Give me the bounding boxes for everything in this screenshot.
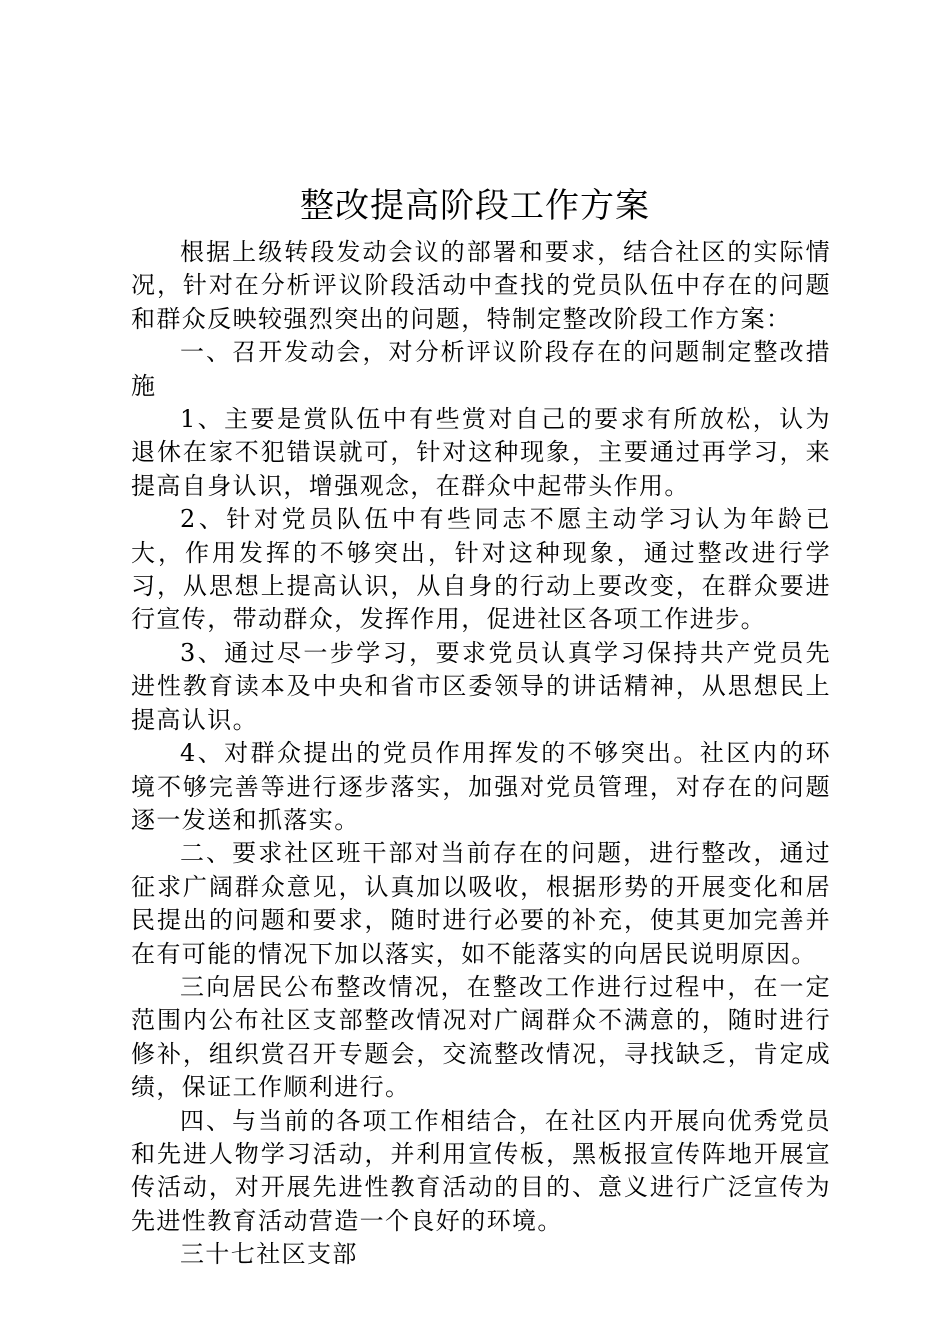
section-two-paragraph: 二、要求社区班干部对当前存在的问题，进行整改，通过征求广阔群众意见，认真加以吸收，根据形势的开展变化和居民提出的问题和要求，随时进行必要的补充，使其更加完善并在有可能的情况下加以落实，如不能落实的向居民说明原因。 [131,839,831,968]
intro-paragraph: 根据上级转段发动会议的部署和要求，结合社区的实际情况，针对在分析评议阶段活动中查找的党员队伍中存在的问题和群众反映较强烈突出的问题，特制定整改阶段工作方案： [131,238,831,333]
item-1-paragraph: 1、主要是赏队伍中有些赏对自己的要求有所放松，认为退休在家不犯错误就可，针对这种现象，主要通过再学习，来提高自身认识，增强观念，在群众中起带头作用。 [131,405,831,500]
document-body [131,236,831,1272]
section-three-paragraph: 三向居民公布整改情况，在整改工作进行过程中，在一定范围内公布社区支部整改情况对广阔群众不满意的，随时进行修补，组织赏召开专题会，交流整改情况，寻找缺乏，肯定成绩，保证工作顺利进行。 [131,972,831,1102]
item-3-paragraph: 3、通过尽一步学习，要求党员认真学习保持共产党员先进性教育读本及中央和省市区委领导的讲话精神，从思想民上提高认识。 [131,638,831,734]
item-4-paragraph: 4、对群众提出的党员作用挥发的不够突出。社区内的环境不够完善等进行逐步落实，加强对党员管理，对存在的问题逐一发送和抓落实。 [131,739,831,834]
document-title: 整改提高阶段工作方案 [300,186,650,226]
section-four-paragraph: 四、与当前的各项工作相结合，在社区内开展向优秀党员和先进人物学习活动，并利用宣传板，黑板报宣传阵地开展宣传活动，对开展先进性教育活动的目的、意义进行广泛宣传为先进性教育活动营造一个良好的环境。 [131,1106,831,1235]
signature-line: 三十七社区支部 [180,1240,358,1269]
section-one-heading: 一、召开发动会，对分析评议阶段存在的问题制定整改措施 [131,338,831,400]
item-2-paragraph: 2、针对党员队伍中有些同志不愿主动学习认为年龄已大，作用发挥的不够突出，针对这种现象，通过整改进行学习，从思想上提高认识，从自身的行动上要改变，在群众要进行宣传，带动群众，发挥作用，促进社区各项工作进步。 [131,505,831,634]
